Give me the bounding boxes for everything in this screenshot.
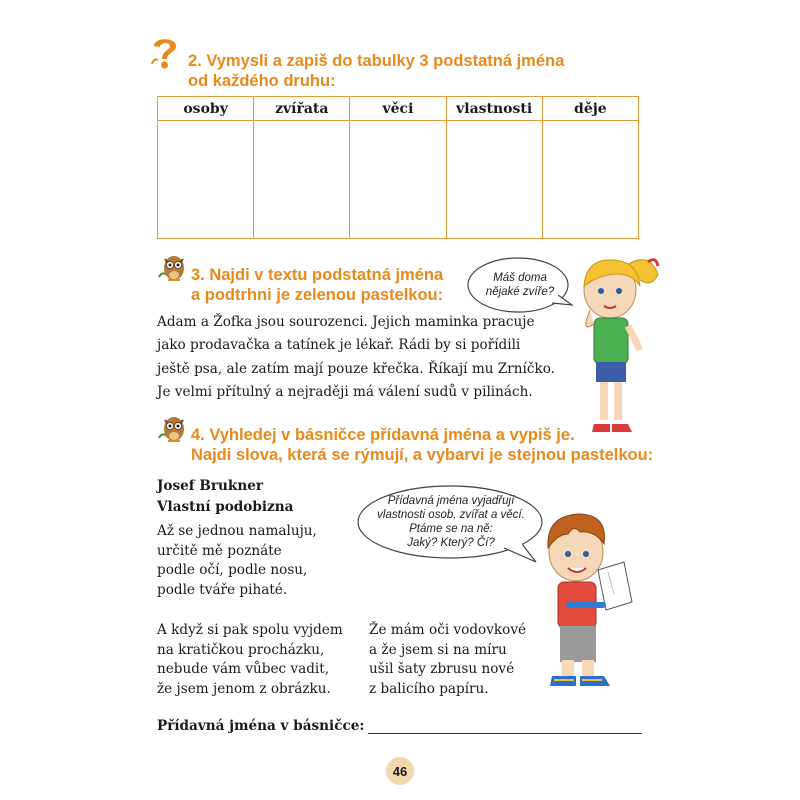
poem-stanza-2: A když si pak spolu vyjdem na kratičkou procházku, nebude vám vůbec vadit, že jsem jenom z obrázku.: [157, 622, 343, 697]
task-3-title: 3. Najdi v textu podstatná jména a podtrhni je zelenou pastelkou:: [191, 266, 444, 304]
answer-write-line[interactable]: [368, 720, 642, 734]
answer-cell-persons[interactable]: [158, 121, 254, 239]
poem-author: Josef Brukner: [157, 478, 264, 494]
column-header-things: věci: [350, 97, 446, 121]
answer-cell-animals[interactable]: [254, 121, 350, 239]
girl-illustration: [568, 248, 666, 443]
column-header-animals: zvířata: [254, 97, 350, 121]
column-header-actions: děje: [542, 97, 638, 121]
task-3-text: Adam a Žofka jsou sourozenci. Jejich maminka pracuje jako prodavačka a tatínek je lékař. Rádi by si pořídili ještě psa, ale zatím mají pouze křečka. Říkají mu Zrníčko. Je velmi přítulný a nejraději má válení sudů v pilinách.: [157, 314, 555, 400]
owl-icon: [157, 412, 187, 444]
poem-heading: [157, 476, 293, 518]
speech-bubble-text: Máš doma nějaké zvíře?: [485, 272, 555, 298]
page-number: 46: [386, 757, 414, 785]
column-header-qualities: vlastnosti: [446, 97, 542, 121]
speech-bubble-text: Přídavná jména vyjadřují vlastnosti osob, zvířat a věcí. Ptáme se na ně: Jaký? Který? Čí?: [377, 495, 525, 549]
poem-title: Vlastní podobizna: [157, 499, 294, 515]
answer-label: Přídavná jména v básničce:: [157, 718, 365, 734]
answer-cell-things[interactable]: [350, 121, 446, 239]
poem-stanza-3: Že mám oči vodovkové a že jsem si na míru ušil šaty zbrusu nové z balicího papíru.: [369, 622, 527, 697]
question-mark-icon: [150, 34, 180, 70]
noun-table: [157, 96, 639, 239]
answer-cell-qualities[interactable]: [446, 121, 542, 239]
answer-cell-actions[interactable]: [542, 121, 638, 239]
boy-illustration: [536, 510, 636, 695]
poem-stanza-1: Až se jednou namaluju, určitě mě poznáte podle očí, podle nosu, podle tváře pihaté.: [157, 523, 317, 598]
column-header-persons: osoby: [158, 97, 254, 121]
answer-line: [157, 718, 642, 734]
owl-icon: [157, 251, 187, 283]
task-2-title: 2. Vymysli a zapiš do tabulky 3 podstatná jména od každého druhu:: [188, 52, 565, 90]
task-4-title: 4. Vyhledej v básničce přídavná jména a vypiš je. Najdi slova, která se rýmují, a vybarvi je stejnou pastelkou:: [191, 426, 654, 464]
